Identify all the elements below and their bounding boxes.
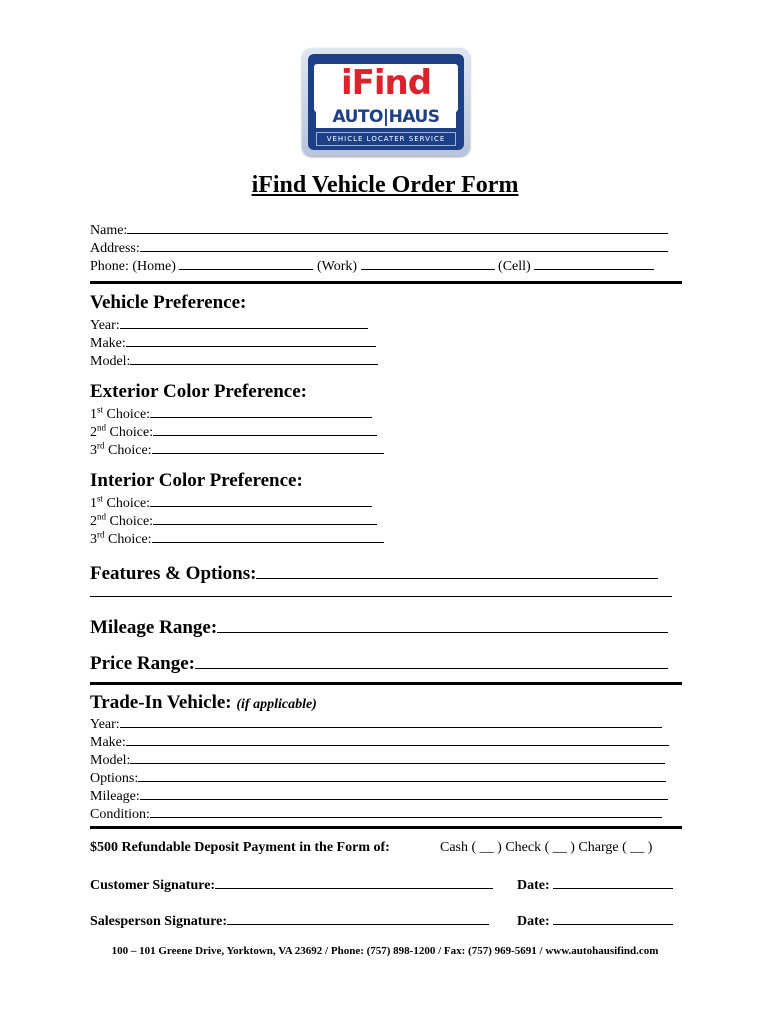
section-divider xyxy=(90,826,682,829)
salesperson-signature-label: Salesperson Signature: xyxy=(90,914,228,929)
interior-color-heading: Interior Color Preference: xyxy=(90,470,303,491)
trade-in-heading-row xyxy=(90,692,317,716)
interior-choice-3-row xyxy=(90,529,384,549)
exterior-choice-1-row xyxy=(90,404,372,424)
trade-year-row xyxy=(90,714,662,734)
name-field-row xyxy=(90,220,668,240)
section-divider xyxy=(90,281,682,284)
customer-signature-row xyxy=(90,875,493,895)
salesperson-date-row xyxy=(517,911,673,931)
phone-work-label: (Work) xyxy=(316,259,358,274)
exterior-choice-2-field[interactable] xyxy=(153,422,377,436)
exterior-choice-3-ordinal: rd xyxy=(97,440,105,451)
salesperson-date-field[interactable] xyxy=(553,911,673,925)
exterior-choice-3-row xyxy=(90,440,384,460)
name-label: Name: xyxy=(90,223,128,238)
exterior-choice-3-number: 3 xyxy=(90,443,97,458)
phone-field-row xyxy=(90,256,654,276)
interior-choice-2-label: Choice: xyxy=(109,514,154,529)
features-label: Features & Options: xyxy=(90,563,257,584)
trade-condition-row xyxy=(90,804,662,824)
vehicle-year-field[interactable] xyxy=(120,315,368,329)
customer-date-label: Date: xyxy=(517,878,550,893)
logo-name: AUTO|HAUS xyxy=(316,106,456,128)
price-range-row xyxy=(90,650,668,675)
trade-year-field[interactable] xyxy=(120,714,662,728)
interior-choice-1-label: Choice: xyxy=(106,496,151,511)
exterior-choice-2-number: 2 xyxy=(90,425,97,440)
exterior-choice-2-label: Choice: xyxy=(109,425,154,440)
trade-condition-label: Condition: xyxy=(90,807,150,822)
vehicle-make-label: Make: xyxy=(90,336,126,351)
trade-mileage-label: Mileage: xyxy=(90,789,140,804)
vehicle-model-label: Model: xyxy=(90,354,131,369)
customer-signature-field[interactable] xyxy=(215,875,493,889)
mileage-range-row xyxy=(90,614,668,639)
phone-work-field[interactable] xyxy=(361,256,495,270)
trade-condition-field[interactable] xyxy=(150,804,662,818)
trade-model-row xyxy=(90,750,665,770)
trade-in-heading: Trade-In Vehicle: xyxy=(90,692,232,713)
interior-choice-2-row xyxy=(90,511,377,531)
phone-home-field[interactable] xyxy=(179,256,313,270)
logo-panel xyxy=(308,54,464,150)
trade-year-label: Year: xyxy=(90,717,120,732)
trade-model-label: Model: xyxy=(90,753,131,768)
phone-cell-field[interactable] xyxy=(534,256,654,270)
customer-date-row xyxy=(517,875,673,895)
trade-mileage-row xyxy=(90,786,668,806)
deposit-payment-options[interactable]: Cash ( __ ) Check ( __ ) Charge ( __ ) xyxy=(440,840,653,855)
interior-choice-2-field[interactable] xyxy=(153,511,377,525)
deposit-label: $500 Refundable Deposit Payment in the Form of: xyxy=(90,840,390,855)
address-field-row xyxy=(90,238,668,258)
mileage-range-field[interactable] xyxy=(217,614,668,633)
vehicle-preference-heading: Vehicle Preference: xyxy=(90,292,247,313)
trade-make-row xyxy=(90,732,669,752)
trade-options-row xyxy=(90,768,666,788)
interior-choice-1-number: 1 xyxy=(90,496,97,511)
interior-choice-2-ordinal: nd xyxy=(97,511,106,522)
exterior-choice-3-label: Choice: xyxy=(108,443,152,458)
salesperson-signature-field[interactable] xyxy=(227,911,489,925)
vehicle-model-row xyxy=(90,351,378,371)
trade-make-field[interactable] xyxy=(126,732,669,746)
vehicle-year-row xyxy=(90,315,368,335)
trade-options-label: Options: xyxy=(90,771,139,786)
company-logo xyxy=(302,48,470,156)
price-range-label: Price Range: xyxy=(90,653,195,674)
footer-contact-info: 100 – 101 Greene Drive, Yorktown, VA 23692 / Phone: (757) 898-1200 / Fax: (757) 969-5691 / www.autohausifind.com xyxy=(111,945,659,957)
interior-choice-2-number: 2 xyxy=(90,514,97,529)
interior-choice-1-ordinal: st xyxy=(97,493,104,504)
exterior-choice-1-label: Choice: xyxy=(106,407,151,422)
exterior-choice-1-field[interactable] xyxy=(150,404,372,418)
interior-choice-3-ordinal: rd xyxy=(97,529,105,540)
exterior-choice-1-ordinal: st xyxy=(97,404,104,415)
customer-date-field[interactable] xyxy=(553,875,673,889)
trade-mileage-field[interactable] xyxy=(140,786,668,800)
trade-make-label: Make: xyxy=(90,735,126,750)
vehicle-make-field[interactable] xyxy=(126,333,376,347)
customer-signature-label: Customer Signature: xyxy=(90,878,216,893)
interior-choice-3-label: Choice: xyxy=(108,532,152,547)
salesperson-date-label: Date: xyxy=(517,914,550,929)
address-field[interactable] xyxy=(140,238,668,252)
address-label: Address: xyxy=(90,241,140,256)
exterior-color-heading: Exterior Color Preference: xyxy=(90,381,307,402)
form-title: iFind Vehicle Order Form xyxy=(251,172,519,198)
interior-choice-1-field[interactable] xyxy=(150,493,372,507)
features-field-line-2[interactable] xyxy=(90,596,672,597)
exterior-choice-3-field[interactable] xyxy=(152,440,384,454)
vehicle-year-label: Year: xyxy=(90,318,120,333)
phone-home-label: Phone: (Home) xyxy=(90,259,176,274)
mileage-range-label: Mileage Range: xyxy=(90,617,218,638)
vehicle-make-row xyxy=(90,333,376,353)
exterior-choice-1-number: 1 xyxy=(90,407,97,422)
trade-options-field[interactable] xyxy=(138,768,666,782)
logo-brand-box xyxy=(314,64,458,112)
interior-choice-1-row xyxy=(90,493,372,513)
features-row xyxy=(90,560,658,585)
vehicle-model-field[interactable] xyxy=(130,351,378,365)
price-range-field[interactable] xyxy=(195,650,668,669)
trade-model-field[interactable] xyxy=(130,750,665,764)
salesperson-signature-row xyxy=(90,911,489,931)
features-field[interactable] xyxy=(256,560,658,579)
exterior-choice-2-ordinal: nd xyxy=(97,422,106,433)
interior-choice-3-number: 3 xyxy=(90,532,97,547)
trade-in-note: (if applicable) xyxy=(236,697,317,712)
name-field[interactable] xyxy=(127,220,668,234)
section-divider xyxy=(90,682,682,685)
interior-choice-3-field[interactable] xyxy=(152,529,384,543)
logo-brand-text: iFind xyxy=(340,63,432,103)
logo-tagline: VEHICLE LOCATER SERVICE xyxy=(316,132,456,146)
phone-cell-label: (Cell) xyxy=(498,259,531,274)
exterior-choice-2-row xyxy=(90,422,377,442)
